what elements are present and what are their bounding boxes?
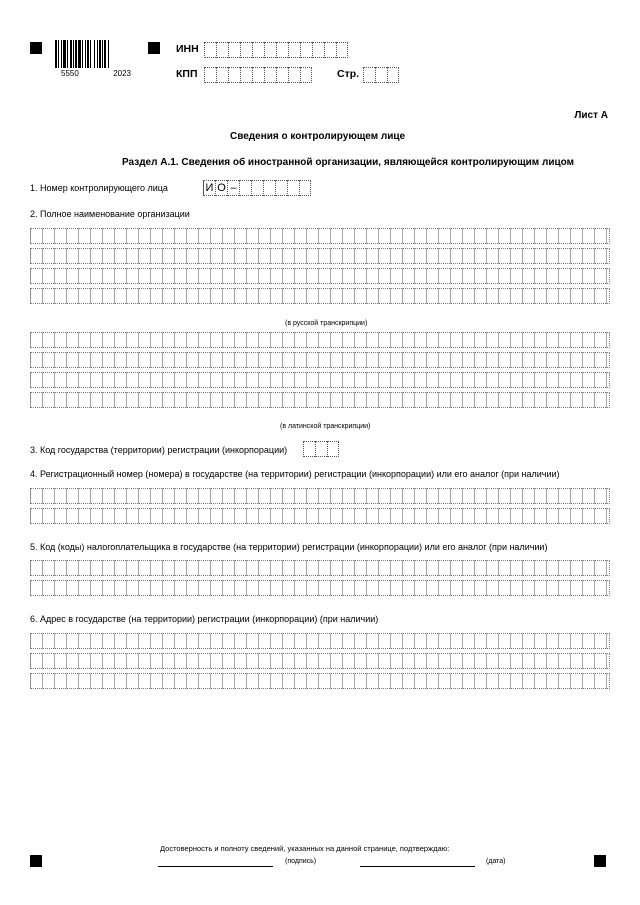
org-name-russian-grid[interactable] [30, 228, 610, 308]
main-title: Сведения о контролирующем лице [230, 131, 406, 142]
inn-label: ИНН [176, 43, 199, 55]
input-row[interactable] [30, 488, 610, 504]
input-cell [276, 42, 288, 58]
input-cell [324, 42, 336, 58]
input-cell [387, 67, 399, 83]
input-row[interactable] [30, 673, 610, 689]
section-title: Раздел А.1. Сведения об иностранной организации, являющейся контролирующим лицом [122, 157, 575, 168]
input-cell [288, 42, 300, 58]
input-cell [312, 42, 324, 58]
kpp-label: КПП [176, 68, 198, 80]
input-row[interactable] [30, 580, 610, 596]
number-cell [251, 180, 263, 196]
input-cell [204, 42, 216, 58]
date-label: (дата) [486, 858, 506, 865]
input-row[interactable] [30, 248, 610, 264]
barcode [55, 40, 137, 78]
input-cell [252, 67, 264, 83]
input-cell [300, 42, 312, 58]
barcode-numbers [55, 69, 137, 78]
input-cell [240, 42, 252, 58]
page-number-label: Стр. [337, 68, 360, 80]
registration-marker-bottom-right [594, 855, 606, 867]
input-row[interactable] [30, 288, 610, 304]
date-line[interactable] [360, 866, 475, 867]
field-4-label: 4. Регистрационный номер (номера) в государстве (на территории) регистрации (инкорпорации) или его аналог (при наличии) [30, 469, 560, 479]
input-cell [204, 67, 216, 83]
registration-marker-top-right [148, 42, 160, 54]
input-row[interactable] [30, 372, 610, 388]
input-row[interactable] [30, 352, 610, 368]
input-cell [228, 67, 240, 83]
address-grid[interactable] [30, 633, 610, 693]
input-cell [315, 441, 327, 457]
inn-field[interactable] [204, 42, 348, 58]
registration-number-grid[interactable] [30, 488, 610, 528]
input-row[interactable] [30, 653, 610, 669]
input-cell [252, 42, 264, 58]
number-cell [275, 180, 287, 196]
input-cell [303, 441, 315, 457]
barcode-bars [55, 40, 137, 68]
input-cell [228, 42, 240, 58]
registration-marker-bottom-left [30, 855, 42, 867]
input-row[interactable] [30, 560, 610, 576]
input-cell [288, 67, 300, 83]
input-row[interactable] [30, 268, 610, 284]
signature-label: (подпись) [285, 858, 317, 865]
input-cell [300, 67, 312, 83]
russian-transcription-note: (в русской транскрипции) [285, 320, 368, 327]
prefix-cell-1: И [203, 180, 215, 196]
number-cell [299, 180, 311, 196]
number-cell [239, 180, 251, 196]
number-cell [263, 180, 275, 196]
input-row[interactable] [30, 633, 610, 649]
input-cell [264, 67, 276, 83]
input-cell [363, 67, 375, 83]
input-cell [216, 42, 228, 58]
field-1-label: 1. Номер контролирующего лица [30, 183, 168, 193]
input-row[interactable] [30, 332, 610, 348]
page-number-field[interactable] [363, 67, 399, 83]
input-cell [276, 67, 288, 83]
field-5-label: 5. Код (коды) налогоплательщика в государстве (на территории) регистрации (инкорпорации) или его аналог (при наличии) [30, 542, 548, 552]
input-cell [240, 67, 252, 83]
input-cell [216, 67, 228, 83]
field-3-label: 3. Код государства (территории) регистрации (инкорпорации) [30, 445, 288, 455]
input-cell [336, 42, 348, 58]
field-2-label: 2. Полное наименование организации [30, 209, 190, 219]
latin-transcription-note: (в латинской транскрипции) [280, 423, 371, 430]
barcode-number-2: 2023 [113, 69, 131, 78]
sheet-label: Лист А [574, 110, 608, 121]
input-row[interactable] [30, 392, 610, 408]
barcode-bar [109, 40, 110, 68]
taxpayer-code-grid[interactable] [30, 560, 610, 600]
confirmation-text: Достоверность и полноту сведений, указанных на данной странице, подтверждаю: [160, 844, 450, 853]
number-cell [287, 180, 299, 196]
controlling-person-number-field[interactable] [203, 180, 311, 196]
input-row[interactable] [30, 508, 610, 524]
kpp-field[interactable] [204, 67, 312, 83]
input-cell [327, 441, 339, 457]
input-cell [264, 42, 276, 58]
prefix-cell-3: – [227, 180, 239, 196]
input-cell [375, 67, 387, 83]
registration-marker-top-left [30, 42, 42, 54]
field-6-label: 6. Адрес в государстве (на территории) регистрации (инкорпорации) (при наличии) [30, 614, 379, 624]
input-row[interactable] [30, 228, 610, 244]
prefix-cell-2: О [215, 180, 227, 196]
country-code-field[interactable] [303, 441, 339, 457]
org-name-latin-grid[interactable] [30, 332, 610, 412]
barcode-number-1: 5550 [61, 69, 79, 78]
signature-line[interactable] [158, 866, 273, 867]
